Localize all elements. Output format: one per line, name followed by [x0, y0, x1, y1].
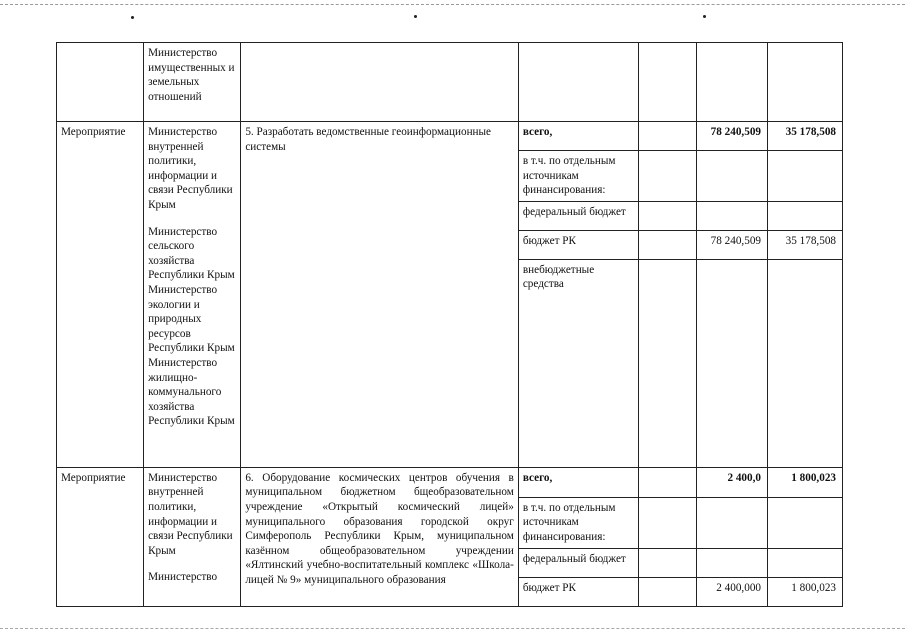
executor-line: Министерство: [148, 225, 218, 238]
title-cell: [241, 43, 519, 122]
empty-cell: [639, 497, 697, 548]
executor-line: Министерство: [148, 356, 218, 369]
executor-cell: [144, 467, 241, 606]
total-value-1: 78 240,509: [697, 122, 768, 151]
scan-dot: [703, 15, 706, 18]
funding-rk-label: бюджет РК: [518, 230, 639, 259]
empty-cell: [768, 497, 843, 548]
executor-line: хозяйства: [148, 254, 195, 267]
funding-cell: [518, 43, 639, 122]
empty-cell: [639, 259, 697, 467]
empty-cell: [639, 201, 697, 230]
empty-cell: [639, 577, 697, 606]
empty-cell: [639, 230, 697, 259]
table-row: [57, 467, 843, 497]
event-type: Мероприятие: [61, 126, 126, 138]
funding-total-label: всего,: [518, 467, 639, 497]
executor-cell: [144, 122, 241, 468]
total-value-1: 2 400,0: [697, 467, 768, 497]
type-cell: [57, 43, 144, 122]
scan-dot: [414, 15, 417, 18]
executor-line: внутренней: [148, 486, 204, 499]
funding-total-label: всего,: [518, 122, 639, 151]
executor-line: политики,: [148, 155, 197, 168]
empty-cell: [639, 43, 697, 122]
empty-cell: [768, 548, 843, 577]
empty-cell: [639, 122, 697, 151]
empty-cell: [697, 548, 768, 577]
scan-edge-top: [0, 4, 905, 6]
table-row: [57, 122, 843, 151]
executor-line: ресурсов: [148, 327, 191, 340]
executor-line: внутренней: [148, 140, 204, 153]
executor-line: экологии и: [148, 298, 200, 311]
rk-value-2: 35 178,508: [768, 230, 843, 259]
empty-cell: [768, 43, 843, 122]
executor-line: Крым: [148, 544, 176, 557]
empty-cell: [768, 259, 843, 467]
executor-line: связи Республики: [148, 184, 233, 197]
executor-line: Министерство: [148, 47, 218, 59]
empty-cell: [697, 497, 768, 548]
spacer: [148, 213, 236, 225]
funding-extra-label: внебюджетные средства: [518, 259, 639, 467]
empty-cell: [639, 151, 697, 202]
executor-line: хозяйства: [148, 400, 195, 413]
executor-line: Министерство: [148, 283, 218, 296]
executor-line: сельского: [148, 240, 195, 253]
event-type: Мероприятие: [61, 471, 126, 484]
empty-cell: [768, 201, 843, 230]
empty-cell: [768, 151, 843, 202]
executor-line: отношений: [148, 90, 202, 103]
executor-line: Министерство: [148, 571, 218, 584]
event-type-cell: [57, 467, 144, 606]
total-value-2: 35 178,508: [768, 122, 843, 151]
executor-line: информации и: [148, 169, 218, 182]
executor-line: имущественных и: [148, 61, 235, 74]
event-title-cell: [241, 122, 519, 468]
event-title-cell: [241, 467, 519, 606]
funding-federal-label: федеральный бюджет: [518, 201, 639, 230]
funding-federal-label: федеральный бюджет: [518, 548, 639, 577]
program-table: [56, 42, 843, 607]
scan-dot: [131, 16, 134, 19]
funding-incl-label: в т.ч. по отдельным источникам финансирования:: [518, 497, 639, 548]
total-value-2: 1 800,023: [768, 467, 843, 497]
executor-line: связи Республики: [148, 530, 233, 543]
executor-line: Министерство: [148, 126, 218, 138]
empty-cell: [639, 548, 697, 577]
rk-value-2: 1 800,023: [768, 577, 843, 606]
executor-line: информации и: [148, 515, 218, 528]
rk-value-1: 78 240,509: [697, 230, 768, 259]
executor-line: Республики Крым: [148, 415, 235, 428]
empty-cell: [639, 467, 697, 497]
executor-line: жилищно-: [148, 371, 198, 384]
executor-line: политики,: [148, 500, 197, 513]
executor-line: коммунального: [148, 386, 222, 399]
rk-value-1: 2 400,000: [697, 577, 768, 606]
executor-line: природных: [148, 313, 202, 326]
empty-cell: [697, 151, 768, 202]
table-row: [57, 43, 843, 122]
scan-edge-bottom: [0, 628, 905, 630]
empty-cell: [697, 43, 768, 122]
empty-cell: [697, 201, 768, 230]
executor-cell: [144, 43, 241, 122]
event-title: 6. Оборудование космических центров обучения в муниципальном бюджетном бщеобразовательном учреждение «Открытый космический лицей» муниципального образования городской округ Симферополь Республики Крым, муниципальном казённом общеобразовательном учреждении «Ялтинский учебно-воспитательный комплекс «Школа-лицей № 9» муниципального образования: [245, 471, 514, 586]
funding-rk-label: бюджет РК: [518, 577, 639, 606]
executor-line: Министерство: [148, 471, 218, 484]
empty-cell: [697, 259, 768, 467]
spacer: [148, 558, 236, 570]
executor-line: Республики Крым: [148, 269, 235, 282]
event-title: 5. Разработать ведомственные геоинформационные системы: [245, 126, 492, 153]
executor-line: Республики Крым: [148, 342, 235, 355]
funding-incl-label: в т.ч. по отдельным источникам финансирования:: [518, 151, 639, 202]
event-type-cell: [57, 122, 144, 468]
executor-line: земельных: [148, 76, 200, 89]
executor-line: Крым: [148, 198, 176, 211]
